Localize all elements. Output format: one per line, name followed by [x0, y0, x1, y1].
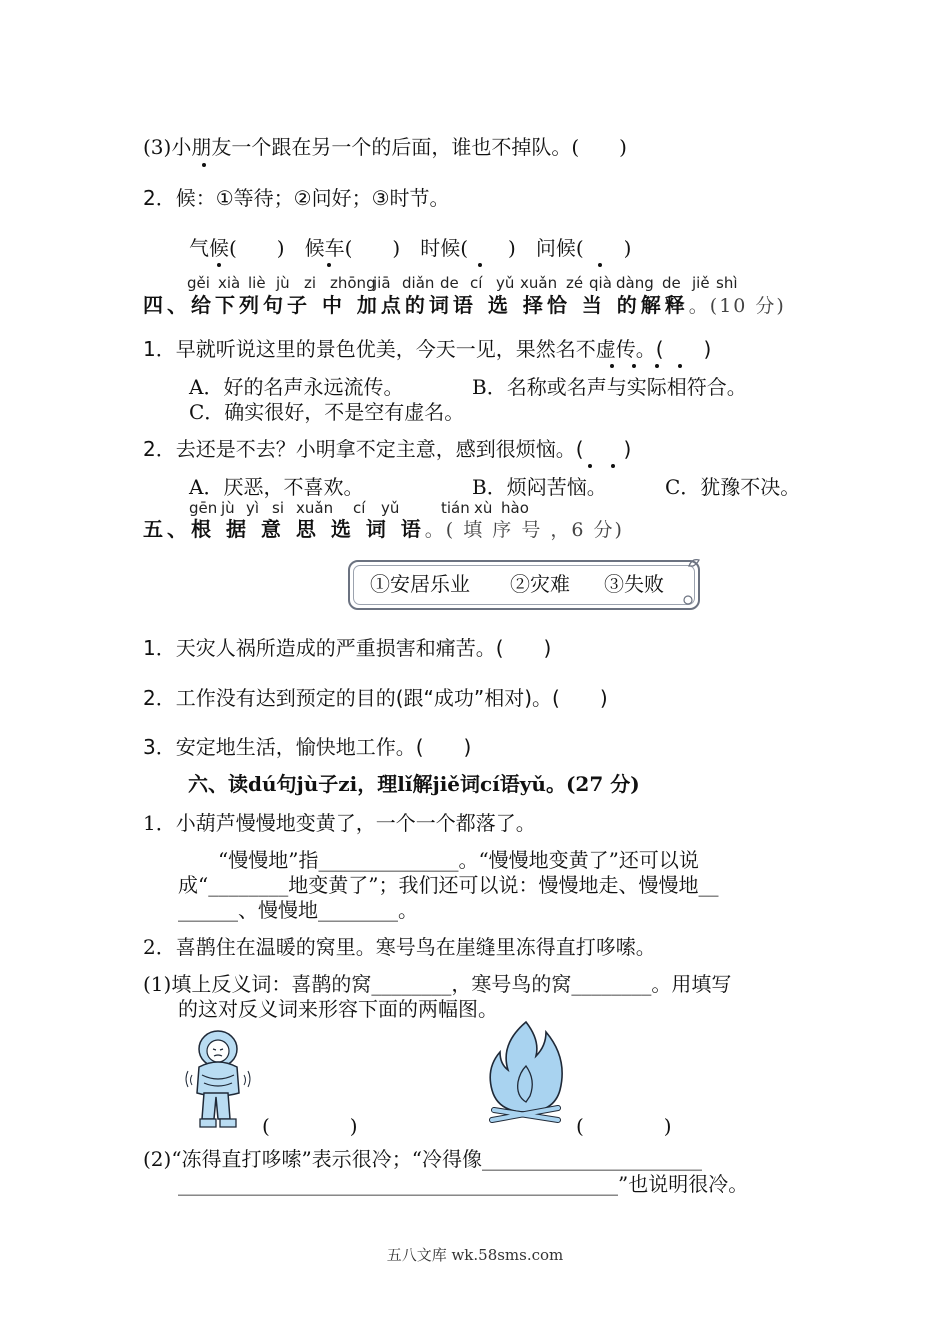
s5-q2: 2．工作没有达到预定的目的(跟“成功”相对)。( )	[143, 686, 608, 710]
s6-q2-2-line1: (2)“冻得直打哆嗦”表示很冷；“冷得像______________________	[143, 1147, 703, 1171]
emphasis-dot	[202, 163, 206, 167]
emphasis-dot	[611, 464, 615, 468]
s6-q2-1-line2: 的这对反义词来形容下面的两幅图。	[178, 997, 498, 1021]
flower-icon	[682, 594, 694, 606]
cold-answer-blank: ( )	[262, 1114, 358, 1138]
s6-q2-1-line1: (1)填上反义词：喜鹊的窝________，寒号鸟的窝________。用填写	[143, 972, 732, 996]
emphasis-dot	[655, 364, 659, 368]
emphasis-dot	[327, 263, 331, 267]
word-option-1: ①安居乐业	[370, 572, 470, 596]
q3-item-3: (3)小朋友一个跟在另一个的后面，谁也不掉队。( )	[143, 135, 627, 159]
emphasis-dot	[478, 263, 482, 267]
s4-q2-option-a: A．厌恶，不喜欢。	[189, 475, 364, 499]
cold-person-image	[182, 1023, 254, 1131]
fire-image	[480, 1018, 572, 1126]
s4-q2: 2．去还是不去？小明拿不定主意，感到很烦恼。( )	[143, 437, 632, 461]
emphasis-dot	[632, 364, 636, 368]
s6-q2: 2．喜鹊住在温暖的窝里。寒号鸟在崖缝里冻得直打哆嗦。	[143, 935, 656, 959]
word-option-2: ②灾难	[510, 572, 570, 596]
s6-q1-line2: 成“________地变黄了”；我们还可以说：慢慢地走、慢慢地__	[178, 873, 719, 897]
emphasis-dot	[678, 364, 682, 368]
section4-title: 四、给下列句子 中 加点的词语 选 择恰 当 的解释。(10 分)	[143, 293, 786, 317]
s4-q1-option-b: B．名称或名声与实际相符合。	[472, 375, 747, 399]
decoration-icon	[686, 554, 704, 572]
emphasis-dot	[217, 263, 221, 267]
s6-q1: 1．小葫芦慢慢地变黄了，一个一个都落了。	[143, 811, 536, 835]
fire-answer-blank: ( )	[576, 1114, 672, 1138]
hou-question: 2．候：①等待；②问好；③时节。	[143, 186, 450, 210]
footer-watermark: 五八文库 wk.58sms.com	[386, 1246, 564, 1264]
s4-q2-option-c: C．犹豫不决。	[665, 475, 801, 499]
s5-q3: 3．安定地生活，愉快地工作。( )	[143, 735, 472, 759]
s6-q1-line1: “慢慢地”指______________。“慢慢地变黄了”还可以说	[178, 848, 699, 872]
s6-q1-line3: ______、慢慢地________。	[178, 898, 418, 922]
section6-title: 六、读dú句jù子zi，理lǐ解jiě词cí语yǔ。(27 分)	[188, 772, 640, 796]
s6-q2-2-line2: ____________________________________________”也说明很冷。	[178, 1172, 749, 1196]
hou-options: 气候( ) 候车( ) 时候( ) 问候( )	[189, 236, 632, 260]
s4-q1: 1．早就听说这里的景色优美，今天一见，果然名不虚传。( )	[143, 337, 712, 361]
emphasis-dot	[588, 464, 592, 468]
s4-q1-option-a: A．好的名声永远流传。	[189, 375, 404, 399]
word-option-3: ③失败	[604, 572, 664, 596]
emphasis-dot	[610, 364, 614, 368]
word-bank	[348, 560, 700, 610]
s5-q1: 1．天灾人祸所造成的严重损害和痛苦。( )	[143, 636, 552, 660]
s4-q1-option-c: C．确实很好，不是空有虚名。	[189, 400, 465, 424]
section5-title: 五、根 据 意 思 选 词 语。( 填 序 号 ，6 分)	[143, 517, 624, 541]
emphasis-dot	[598, 263, 602, 267]
s4-q2-option-b: B．烦闷苦恼。	[472, 475, 607, 499]
